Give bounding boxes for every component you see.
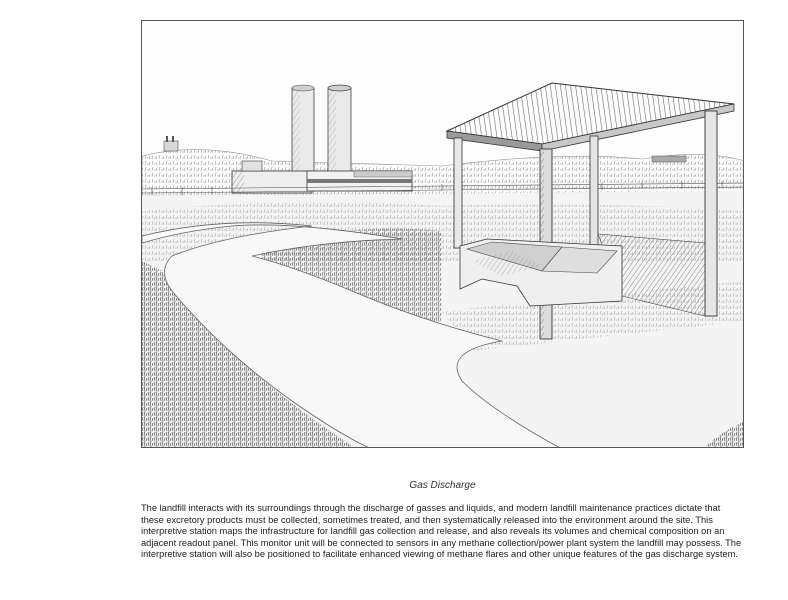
figure-description: The landfill interacts with its surroundings through the discharge of gasses and liquids, and modern landfill maintenance practices dictate that these excretory products must be collected, sometimes treated, and then systematically released into the environment around the site. This interpretive station maps the infrastructure for landfill gas collection and release, and also reveals its volumes and chemical composition on an adjacent readout panel. This monitor unit will be connected to sensors in any methane collection/power plant system the landfill may possess. The interpretive station will also be positioned to facilitate enhanced viewing of methane flares and other unique features of the gas discharge system. xyxy=(141,503,742,560)
distant-building-right xyxy=(652,156,686,162)
pencil-drawing xyxy=(141,20,744,448)
figure-title: Gas Discharge xyxy=(409,480,476,491)
